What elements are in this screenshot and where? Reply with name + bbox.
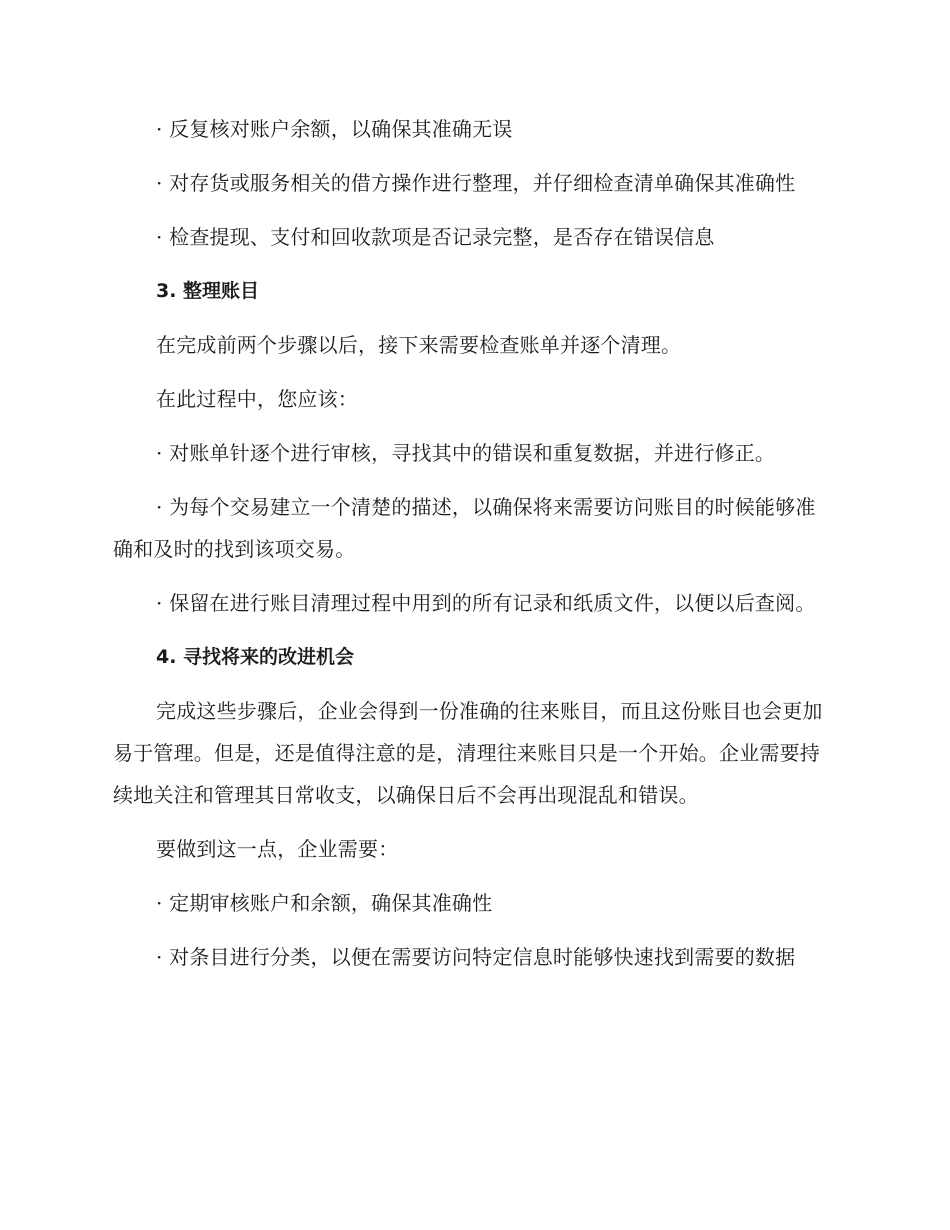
- paragraph-to-achieve: 要做到这一点，企业需要：: [156, 837, 399, 861]
- bullet-describe-transactions: · 为每个交易建立一个清楚的描述，以确保将来需要访问账目的时候能够准确和及时的找到该项交易。: [113, 495, 816, 561]
- section-heading-3: 3. 整理账目: [156, 280, 260, 302]
- document-body: [113, 108, 833, 990]
- bullet-verify-balances: · 反复核对账户余额，以确保其准确无误: [156, 117, 513, 141]
- bullet-organize-debits: · 对存货或服务相关的借方操作进行整理，并仔细检查清单确保其准确性: [156, 171, 796, 195]
- section-heading-4: 4. 寻找将来的改进机会: [156, 646, 355, 668]
- bullet-review-statements: · 对账单针逐个进行审核，寻找其中的错误和重复数据，并进行修正。: [156, 441, 776, 465]
- bullet-periodic-review: · 定期审核账户和余额，确保其准确性: [156, 891, 493, 915]
- paragraph-after-steps: 在完成前两个步骤以后，接下来需要检查账单并逐个清理。: [156, 333, 682, 357]
- bullet-keep-records: · 保留在进行账目清理过程中用到的所有记录和纸质文件，以便以后查阅。: [156, 591, 816, 615]
- bullet-check-payments: · 检查提现、支付和回收款项是否记录完整，是否存在错误信息: [156, 225, 715, 249]
- paragraph-completion: 完成这些步骤后，企业会得到一份准确的往来账目，而且这份账目也会更加易于管理。但是，还是值得注意的是，清理往来账目只是一个开始。企业需要持续地关注和管理其日常收支，以确保日后不会再出现混乱和错误。: [113, 699, 823, 807]
- paragraph-during-process: 在此过程中，您应该：: [156, 387, 358, 411]
- bullet-categorize-entries: · 对条目进行分类，以便在需要访问特定信息时能够快速找到需要的数据: [156, 945, 796, 969]
